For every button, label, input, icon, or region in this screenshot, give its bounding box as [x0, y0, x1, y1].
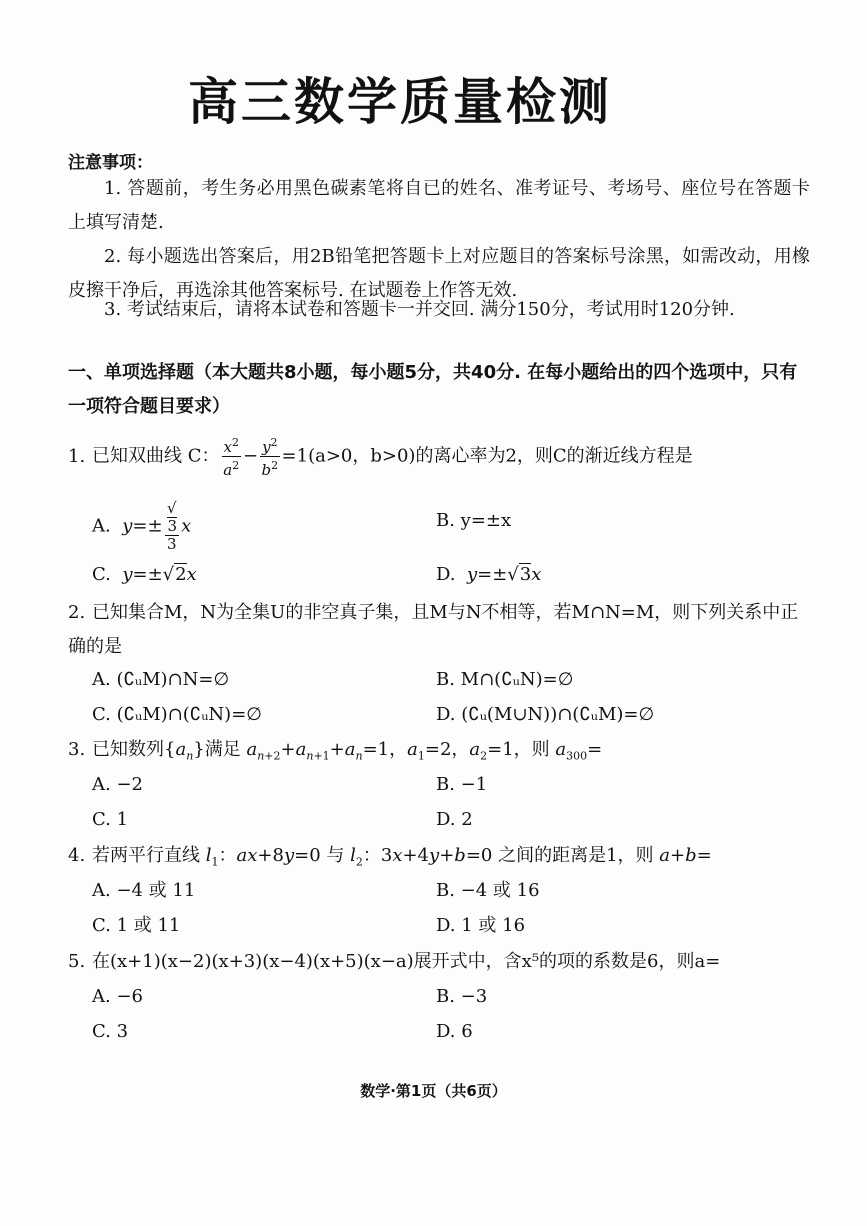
question-number: 4.	[68, 845, 86, 866]
notice-item-1: 1. 答题前，考生务必用黑色碳素笔将自已的姓名、准考证号、考场号、座位号在答题卡上填写清楚.	[68, 178, 810, 233]
q5-option-a: A. −6	[92, 986, 143, 1007]
q1-option-a: A. y=± √ 3 3 x	[92, 499, 192, 553]
q2-option-c: C. (∁ᵤM)∩(∁ᵤN)=∅	[92, 704, 262, 725]
q2-option-a: A. (∁ᵤM)∩N=∅	[92, 669, 230, 690]
question-2: 2. 已知集合M，N为全集U的非空真子集，且M与N不相等，若M∩N=M，则下列关系中正确的是	[68, 596, 810, 664]
section-heading: 一、单项选择题（本大题共8小题，每小题5分，共40分. 在每小题给出的四个选项中，只有一项符合题目要求）	[68, 362, 798, 417]
question-number: 1.	[68, 445, 86, 467]
question-number: 5.	[68, 951, 86, 972]
page-title: 高三数学质量检测	[188, 73, 612, 131]
q3-option-d: D. 2	[436, 809, 473, 830]
q4-option-a: A. −4 或 11	[92, 880, 196, 901]
q1-option-b: B. y=±x	[436, 510, 512, 531]
q3-option-b: B. −1	[436, 774, 488, 795]
question-3: 3. 已知数列$\{a_n\}$满足 $a_{n+2}+a_{n+1}+a_n=1$，$a_1=2$，$a_2=1$，则 $a_{300}=$	[68, 733, 810, 774]
q5-option-b: B. −3	[436, 986, 488, 1007]
q2-option-b: B. M∩(∁ᵤN)=∅	[436, 669, 574, 690]
notice-item-3: 3. 考试结束后，请将本试卷和答题卡一并交回. 满分150分，考试用时120分钟.	[104, 299, 735, 320]
q1-option-c: C. y=±√2x	[92, 564, 197, 585]
q4-option-c: C. 1 或 11	[92, 915, 181, 936]
q5-option-d: D. 6	[436, 1021, 473, 1042]
q2-option-d: D. (∁ᵤ(M∪N))∩(∁ᵤM)=∅	[436, 704, 655, 725]
question-number: 2.	[68, 602, 86, 623]
notice-item-2: 2. 每小题选出答案后，用2B铅笔把答题卡上对应题目的答案标号涂黑，如需改动，用橡皮擦干净后，再选涂其他答案标号. 在试题卷上作答无效.	[68, 246, 810, 301]
q4-option-d: D. 1 或 16	[436, 915, 526, 936]
question-number: 3.	[68, 739, 86, 760]
q1-option-d: D. y=±√3x	[436, 564, 542, 585]
notice-heading: 注意事项：	[68, 153, 153, 173]
q5-option-c: C. 3	[92, 1021, 129, 1042]
fraction: $\frac{y^2}{b^2}$	[261, 436, 279, 479]
fraction: $\frac{x^2}{a^2}$	[223, 436, 240, 479]
q3-option-c: C. 1	[92, 809, 129, 830]
question-4: 4. 若两平行直线 $l_1$：ax+8y=0 与 $l_2$：3x+4y+b=0 之间的距离是1，则 a+b=	[68, 839, 810, 880]
question-5: 5. 在(x+1)(x−2)(x+3)(x−4)(x+5)(x−a)展开式中，含x⁵的项的系数是6，则a=	[68, 945, 810, 979]
question-1: 1. 已知双曲线 C： $\frac{x^2}{a^2}$ − $\frac{y^2}{b^2}$ =1(a>0，b>0)的离心率为2，则C的渐近线方程是	[68, 436, 693, 479]
page-footer: 数学·第1页（共6页）	[360, 1082, 507, 1100]
q3-option-a: A. −2	[92, 774, 143, 795]
q4-option-b: B. −4 或 16	[436, 880, 540, 901]
